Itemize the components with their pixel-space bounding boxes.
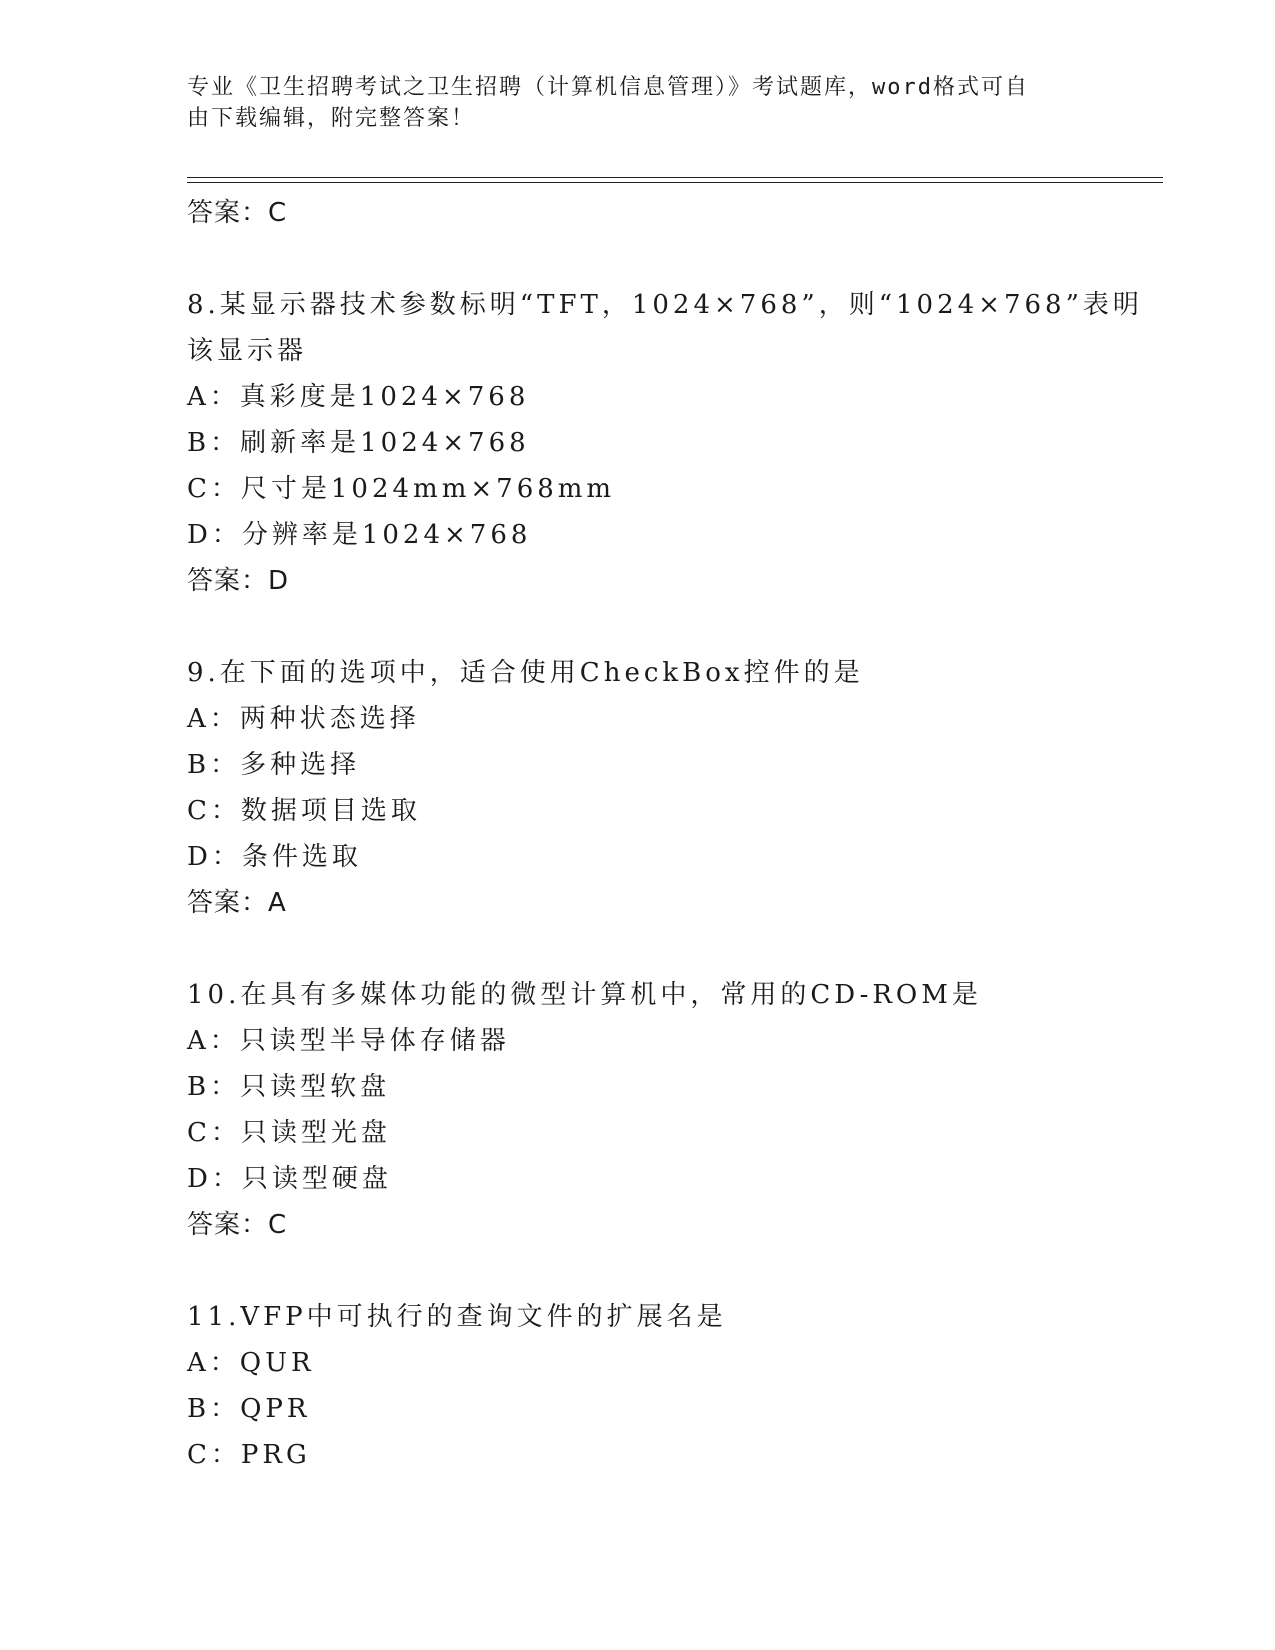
question-8-option-d: D：分辨率是1024×768	[187, 520, 532, 550]
header-divider-bottom	[187, 182, 1163, 183]
question-10-answer: 答案：C	[187, 1210, 288, 1240]
question-11-text: 11.VFP中可执行的查询文件的扩展名是	[187, 1302, 727, 1332]
question-10-option-a: A：只读型半导体存储器	[187, 1026, 510, 1056]
question-11-option-b: B：QPR	[187, 1394, 311, 1424]
question-8-line-1: 8.某显示器技术参数标明“TFT，1024×768”，则“1024×768”表明	[187, 290, 1143, 320]
spacer	[187, 236, 1147, 282]
question-8-option-a: A：真彩度是1024×768	[187, 382, 530, 412]
question-list	[187, 190, 1147, 1478]
document-header	[187, 72, 1067, 134]
question-10-text: 10.在具有多媒体功能的微型计算机中，常用的CD-ROM是	[187, 980, 982, 1010]
question-8-answer: 答案：D	[187, 566, 290, 596]
spacer	[187, 604, 1147, 650]
header-divider-top	[187, 177, 1163, 178]
question-9-option-b: B：多种选择	[187, 750, 361, 780]
question-9-option-c: C：数据项目选取	[187, 796, 421, 826]
question-9-answer: 答案：A	[187, 888, 287, 918]
question-8-option-b: B：刷新率是1024×768	[187, 428, 530, 458]
question-8-text	[187, 282, 1147, 374]
question-8-option-c: C：尺寸是1024mm×768mm	[187, 474, 616, 504]
answer-line: 答案：C	[187, 198, 288, 228]
question-9-option-d: D：条件选取	[187, 842, 362, 872]
question-11-option-a: A：QUR	[187, 1348, 315, 1378]
header-line-2: 由下载编辑，附完整答案！	[187, 106, 476, 131]
question-8-line-2: 该显示器	[187, 336, 308, 366]
question-11-option-c: C：PRG	[187, 1440, 311, 1470]
question-9-text: 9.在下面的选项中，适合使用CheckBox控件的是	[187, 658, 864, 688]
header-line-1: 专业《卫生招聘考试之卫生招聘（计算机信息管理）》考试题库，word格式可自	[187, 75, 1029, 100]
spacer	[187, 1248, 1147, 1294]
question-10-option-b: B：只读型软盘	[187, 1072, 391, 1102]
question-9-option-a: A：两种状态选择	[187, 704, 420, 734]
question-10-option-c: C：只读型光盘	[187, 1118, 391, 1148]
spacer	[187, 926, 1147, 972]
question-10-option-d: D：只读型硬盘	[187, 1164, 392, 1194]
